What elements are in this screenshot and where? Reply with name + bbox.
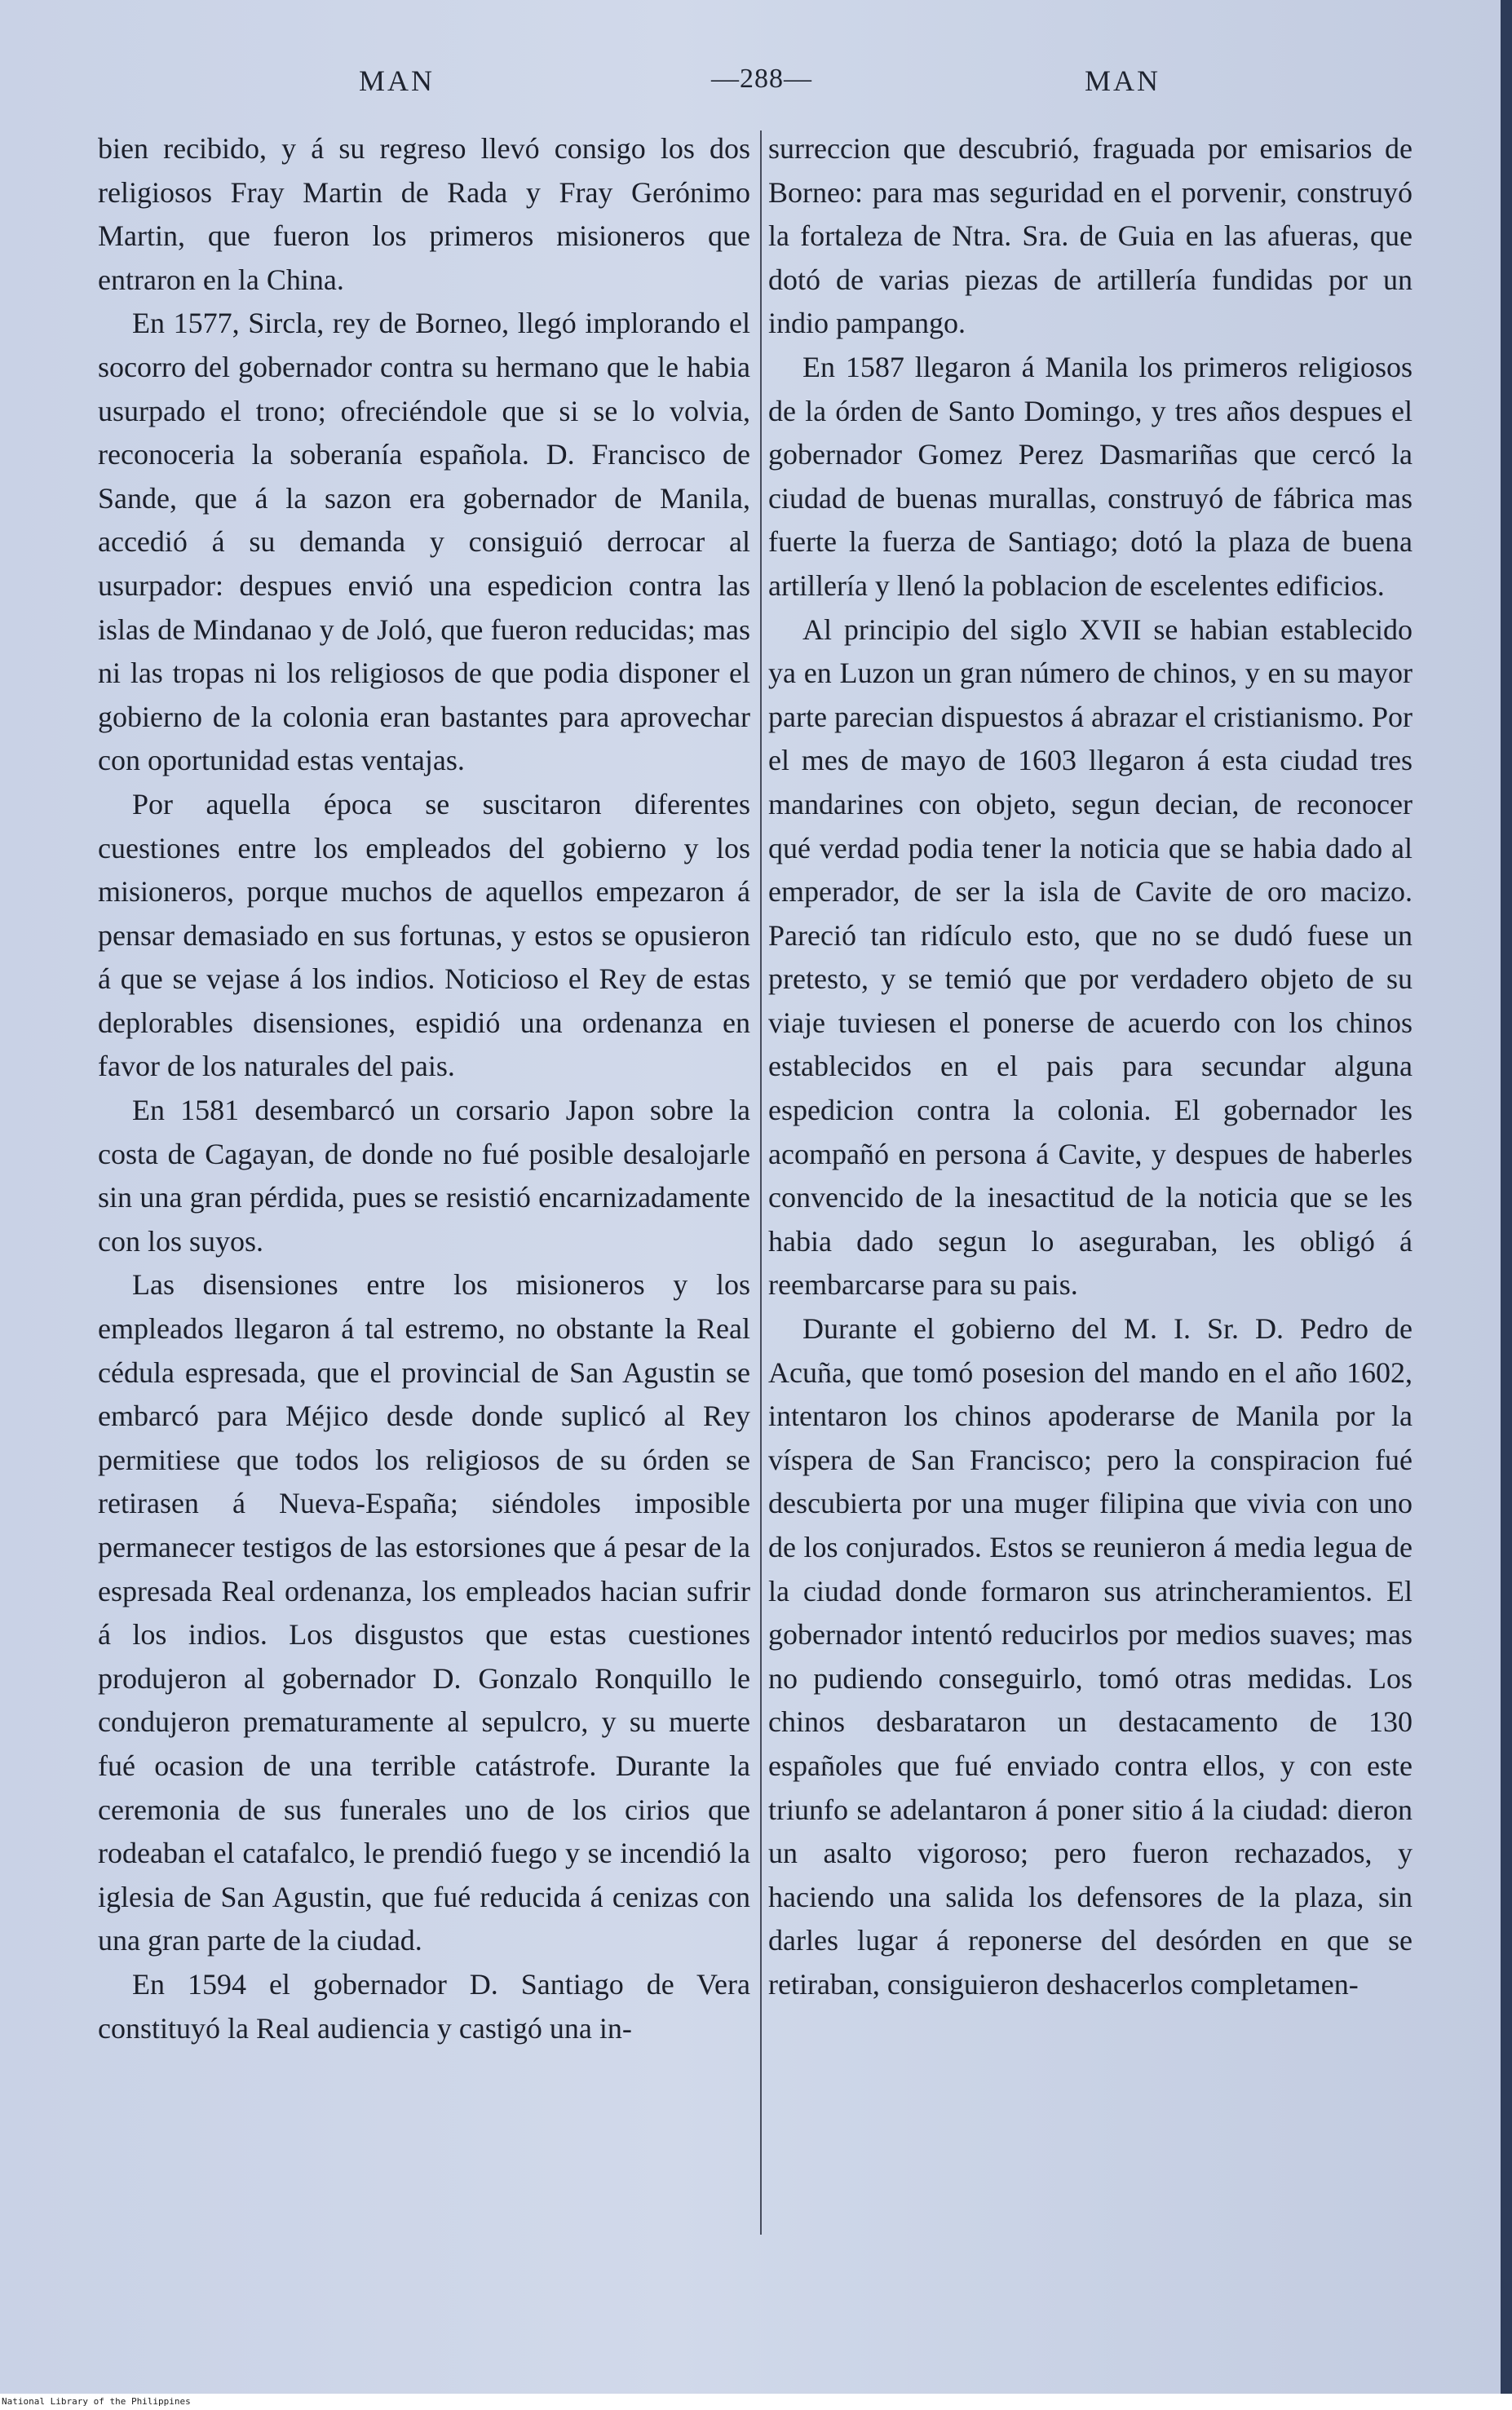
paragraph: En 1587 llegaron á Manila los primeros religiosos de la órden de Santo Domingo, y tres años despues el gobernador Gomez Perez Dasmariñas que cercó la ciudad de buenas murallas, construyó de fábrica mas fuerte la fuerza de Santiago; dotó la plaza de buena artillería y llenó la poblacion de escelentes edificios. [768,350,1413,602]
footer-band [0,2394,1512,2410]
header-left-word: MAN [359,64,435,97]
header-right-word: MAN [1085,64,1161,97]
paragraph: Al principio del siglo XVII se habian establecido ya en Luzon un gran número de chinos, y en su mayor parte parecian dispuestos á abrazar el cristianismo. Por el mes de mayo de 1603 llegaron á esta ciudad tres mandarines con objeto, segun decian, de reconocer qué verdad podia tener la noticia que se habia dado al emperador, de ser la isla de Cavite de oro macizo. Pareció tan ridículo esto, que no se dudó fuese un pretesto, y se temió que por verdadero objeto de su viaje tuviesen el ponerse de acuerdo con los chinos establecidos en el pais para secundar alguna espedicion contra la colonia. El gobernador les acompañó en persona á Cavite, y despues de haberles convencido de la inesactitud de la noticia que se les habia dado segun lo aseguraban, les obligó á reembarcarse para su pais. [768,612,1413,1302]
paragraph: surreccion que descubrió, fraguada por emisarios de Borneo: para mas seguridad en el porvenir, construyó la fortaleza de Ntra. Sra. de Guia en las afueras, que dotó de varias piezas de artillería fundidas por un indio pampango. [768,132,1413,340]
running-header [0,64,1501,113]
paragraph: Por aquella época se suscitaron diferentes cuestiones entre los empleados del gobierno y los misioneros, porque muchos de aquellos empezaron á pensar demasiado en sus fortunas, y estos se opusieron á que se vejase á los indios. Noticioso el Rey de estas deplorables disensiones, espidió una ordenanza en favor de los naturales del pais. [98,787,750,1083]
column-divider [760,130,762,2235]
paragraph: En 1594 el gobernador D. Santiago de Vera constituyó la Real audiencia y castigó una in- [98,1967,750,2045]
page-number: —288— [711,64,812,94]
paragraph: Las disensiones entre los misioneros y los empleados llegaron á tal estremo, no obstante la Real cédula espresada, que el provincial de San Agustin se embarcó para Méjico desde donde suplicó al Rey permitiese que todos los religiosos de su órden se retirasen á Nueva-España; siéndoles imposible permanecer testigos de las estorsiones que á pesar de la espresada Real ordenanza, los empleados hacian sufrir á los indios. Los disgustos que estas cuestiones produjeron al gobernador D. Gonzalo Ronquillo le condujeron prematuramente al sepulcro, y su muerte fué ocasion de una terrible catástrofe. Durante la ceremonia de sus funerales uno de los cirios que rodeaban el catafalco, le prendió fuego y se incendió la iglesia de San Agustin, que fué reducida á cenizas con una gran parte de la ciudad. [98,1268,750,1957]
page-edge [1501,0,1512,2410]
footer-credit: National Library of the Philippines [2,2396,191,2407]
paragraph: bien recibido, y á su regreso llevó consigo los dos religiosos Fray Martin de Rada y Fray Gerónimo Martin, que fueron los primeros misioneros que entraron en la China. [98,132,750,296]
right-column [768,127,1413,2007]
paragraph: En 1577, Sircla, rey de Borneo, llegó implorando el socorro del gobernador contra su hermano que le habia usurpado el trono; ofreciéndole que si se lo volvia, reconoceria la soberanía española. D. Francisco de Sande, que á la sazon era gobernador de Manila, accedió á su demanda y consiguió derrocar al usurpador: despues envió una espedicion contra las islas de Mindanao y de Joló, que fueron reducidas; mas ni las tropas ni los religiosos de que podia disponer el gobierno de la colonia eran bastantes para aprovechar con oportunidad estas ventajas. [98,307,750,777]
paragraph: En 1581 desembarcó un corsario Japon sobre la costa de Cagayan, de donde no fué posible desalojarle sin una gran pérdida, pues se resistió encarnizadamente con los suyos. [98,1094,750,1258]
paragraph: Durante el gobierno del M. I. Sr. D. Pedro de Acuña, que tomó posesion del mando en el año 1602, intentaron los chinos apoderarse de Manila por la víspera de San Francisco; pero la conspiracion fué descubierta por una muger filipina que vivia con uno de los conjurados. Estos se reunieron á media legua de la ciudad donde formaron sus atrincheramientos. El gobernador intentó reducirlos por medios suaves; mas no pudiendo conseguirlo, tomó otras medidas. Los chinos desbarataron un destacamento de 130 españoles que fué enviado contra ellos, y con este triunfo se adelantaron á poner sitio á la ciudad: dieron un asalto vigoroso; pero fueron rechazados, y haciendo una salida los defensores de la plaza, sin darles lugar á reponerse del desórden en que se retiraban, consiguieron deshacerlos completamen- [768,1312,1413,2001]
left-column [98,127,750,2050]
